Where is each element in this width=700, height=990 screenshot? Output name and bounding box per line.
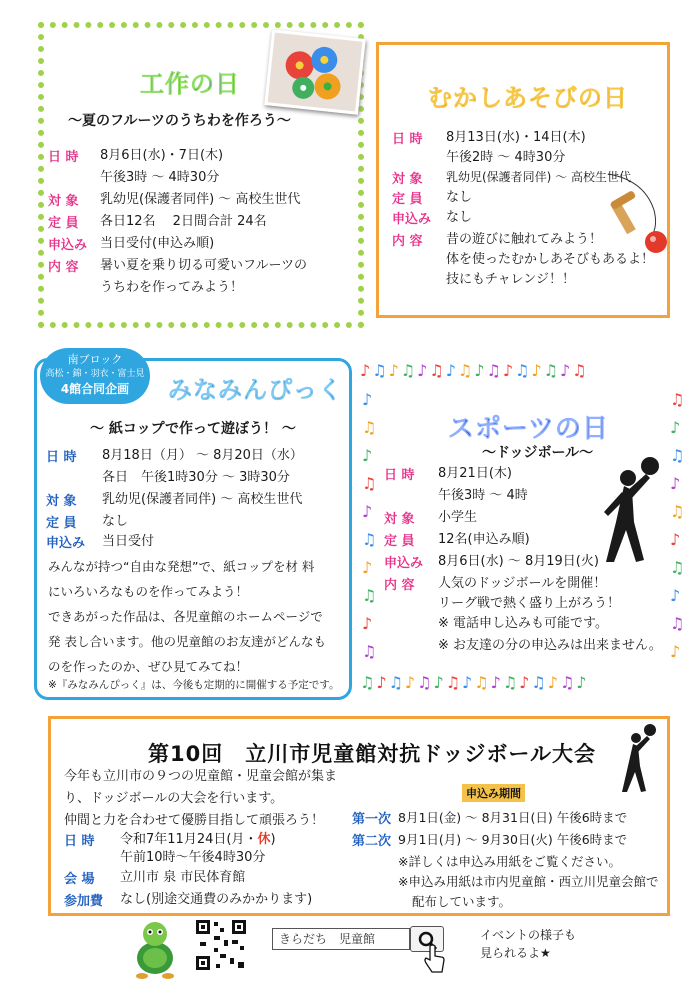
- kosaku-subtitle: ～夏のフルーツのうちわを作ろう～: [68, 113, 291, 129]
- taikai-intro-line3: 仲間と力を合わせて優勝目指して頑張ろう！: [64, 813, 325, 828]
- sports-title: スポーツの日: [448, 414, 609, 444]
- mukashi-value-date: 8月13日(水)・14日(木): [446, 130, 586, 145]
- minami-badge: [40, 348, 150, 404]
- mukashi-title: むかしあそびの日: [428, 84, 628, 112]
- mukashi-value-target: 乳幼児(保護者同伴) ～ 高校生世代: [446, 170, 631, 184]
- footer-caption-line1: イベントの様子も: [480, 928, 577, 942]
- minami-badge-line3: 4館合同企画: [60, 382, 130, 396]
- sports-value-note2: ※ お友達の分の申込みは出来ません。: [438, 638, 662, 653]
- sports-label-capacity: 定 員: [384, 534, 415, 549]
- taikai-title: 第10回 立川市児童館対抗ドッジボール大会: [148, 742, 596, 766]
- minami-note: ※『みなみんぴっく』は、今後も定期的に開催する予定です。: [48, 679, 340, 691]
- kosaku-label-target: 対 象: [48, 194, 79, 209]
- taikai-intro-line2: り、ドッジボールの大会を行います。: [64, 791, 284, 806]
- kosaku-label-capacity: 定 員: [48, 216, 79, 231]
- minami-body-line5: のを作ったのか、ぜひ見てみてね！: [48, 659, 249, 674]
- mukashi-value-apply: なし: [446, 210, 473, 225]
- music-notes-bottom: ♫♪♫♪♫♪♫♪♫♪♫♪♫♪♫♪: [360, 673, 589, 692]
- mukashi-label-target: 対 象: [392, 172, 423, 187]
- taikai-date-close: ): [270, 832, 276, 847]
- taikai-value-fee: なし(別途交通費のみかかります): [120, 892, 313, 907]
- mukashi-value-content: 昔の遊びに触れてみよう！: [446, 232, 603, 247]
- sports-value-capacity: 12名(申込み順): [438, 532, 530, 547]
- mukashi-label-date: 日 時: [392, 132, 423, 147]
- minami-badge-line2: 高松・錦・羽衣・富士見: [45, 369, 145, 379]
- taikai-intro-line1: 今年も立川市の９つの児童館・児童会館が集ま: [64, 769, 338, 784]
- minami-body-line2: にいろいろなものを作ってみよう！: [48, 584, 249, 599]
- kosaku-value-capacity: 各日12名 2日間合計 24名: [100, 214, 267, 229]
- mukashi-label-content: 内 容: [392, 234, 423, 249]
- sports-label-content: 内 容: [384, 578, 415, 593]
- minami-value-date: 8月18日（月） ～ 8月20日（水）: [102, 448, 303, 463]
- kosaku-label-apply: 申込み: [48, 238, 88, 253]
- music-notes-left: ♪ ♫ ♪ ♫ ♪ ♫ ♪ ♫ ♪ ♫: [362, 390, 377, 661]
- sports-value-target: 小学生: [438, 510, 478, 525]
- kosaku-value-target: 乳幼児(保護者同伴) ～ 高校生世代: [100, 192, 301, 207]
- minami-value-capacity: なし: [102, 514, 129, 529]
- sports-value-date: 8月21日(木): [438, 466, 512, 481]
- search-box[interactable]: [272, 928, 410, 950]
- music-notes-right: ♫ ♪ ♫ ♪ ♫ ♪ ♫ ♪ ♫ ♪: [670, 390, 685, 661]
- minami-value-time: 各日 午後1時30分 ～ 3時30分: [102, 470, 290, 485]
- kosaku-label-content: 内 容: [48, 260, 79, 275]
- mukashi-value-capacity: なし: [446, 190, 473, 205]
- taikai-notes: [398, 852, 658, 912]
- turtle-mascot-icon: [128, 918, 182, 980]
- music-notes-top: ♪♫♪♫♪♫♪♫♪♫♪♫♪♫♪♫: [360, 362, 589, 380]
- mukashi-label-capacity: 定 員: [392, 192, 423, 207]
- taikai-phase2-label: 第二次: [352, 834, 392, 849]
- minami-title: みなみんぴっく: [168, 376, 343, 404]
- sports-value-note1: ※ 電話申し込みも可能です。: [438, 616, 608, 631]
- kosaku-value-content: 暑い夏を乗り切る可愛いフルーツの: [100, 258, 307, 273]
- minami-body-line4: 発 表し合います。他の児童館のお友達がどんなも: [48, 634, 326, 649]
- taikai-note3: 配布しています。: [412, 894, 512, 909]
- kosaku-value-apply: 当日受付(申込み順): [100, 236, 215, 251]
- minami-value-target: 乳幼児(保護者同伴) ～ 高校生世代: [102, 492, 303, 507]
- taikai-date-text: 令和7年11月24日(月・: [120, 832, 258, 847]
- taikai-note2: ※申込み用紙は市内児童館・西立川児童会館で: [398, 874, 659, 889]
- sports-value-time: 午後3時 ～ 4時: [438, 488, 528, 503]
- taikai-note1: ※詳しくは申込み用紙をご覧ください。: [398, 854, 621, 869]
- minami-body-line3: できあがった作品は、各児童館のホームページで: [48, 609, 323, 624]
- mukashi-value-content2: 体を使ったむかしあそびもあるよ！: [446, 252, 655, 267]
- footer-caption: [480, 926, 576, 962]
- mukashi-value-time: 午後2時 ～ 4時30分: [446, 150, 566, 165]
- pointer-hand-icon: [422, 944, 446, 974]
- minami-subtitle: ～ 紙コップで作って遊ぼう！ ～: [90, 421, 296, 437]
- minami-label-capacity: 定 員: [46, 516, 77, 531]
- kosaku-title: 工作の日: [140, 70, 240, 98]
- minami-label-target: 対 象: [46, 494, 77, 509]
- sports-label-date: 日 時: [384, 468, 415, 483]
- sports-label-target: 対 象: [384, 512, 415, 527]
- minami-body-line1: みんなが持つ“自由な発想”で、紙コップを材 料: [48, 559, 315, 574]
- mukashi-label-apply: 申込み: [392, 212, 432, 227]
- kendama-icon: [604, 170, 674, 260]
- taikai-phase1-value: 8月1日(金) ～ 8月31日(日) 午後6時まで: [398, 810, 628, 825]
- sports-subtitle: ～ドッジボール～: [482, 445, 594, 461]
- pinwheel-icon: [268, 33, 363, 112]
- taikai-phase2-value: 9月1日(月) ～ 9月30日(火) 午後6時まで: [398, 832, 628, 847]
- sports-value-content: 人気のドッジボールを開催！: [438, 576, 607, 591]
- taikai-label-date: 日 時: [64, 834, 95, 849]
- sports-value-apply: 8月6日(水) ～ 8月19日(火): [438, 554, 599, 569]
- minami-value-apply: 当日受付: [102, 534, 155, 549]
- taikai-value-time: 午前10時～午後4時30分: [120, 850, 266, 865]
- taikai-intro: [64, 766, 337, 832]
- dodgeball-player-icon: [596, 452, 666, 572]
- sports-value-content2: リーグ戦で熱く盛り上がろう！: [438, 596, 621, 611]
- taikai-player-icon: [616, 722, 660, 796]
- kosaku-value-date: 8月6日(水)・7日(木): [100, 148, 224, 163]
- pinwheel-photo: [264, 29, 365, 114]
- taikai-period-badge: 申込み期間: [462, 784, 525, 802]
- sports-label-apply: 申込み: [384, 556, 424, 571]
- taikai-label-fee: 参加費: [64, 894, 104, 909]
- minami-label-date: 日 時: [46, 450, 77, 465]
- taikai-label-venue: 会 場: [64, 872, 95, 887]
- search-box-text: きらだち 児童館: [279, 932, 376, 946]
- kosaku-value-content2: うちわを作ってみよう！: [100, 280, 244, 295]
- mukashi-value-content3: 技にもチャレンジ！！: [446, 272, 575, 287]
- taikai-value-venue: 立川市 泉 市民体育館: [120, 870, 246, 885]
- taikai-holiday-mark: 休: [257, 832, 271, 847]
- taikai-value-date: [120, 830, 276, 849]
- kosaku-value-time: 午後3時 ～ 4時30分: [100, 170, 220, 185]
- footer-caption-line2: 見られるよ★: [480, 946, 551, 960]
- kosaku-label-date: 日 時: [48, 150, 79, 165]
- minami-body: [48, 554, 348, 679]
- minami-label-apply: 申込み: [46, 536, 86, 551]
- taikai-phase1-label: 第一次: [352, 812, 392, 827]
- minami-badge-line1: 南ブロック: [67, 353, 123, 366]
- qr-code-icon[interactable]: [194, 918, 248, 972]
